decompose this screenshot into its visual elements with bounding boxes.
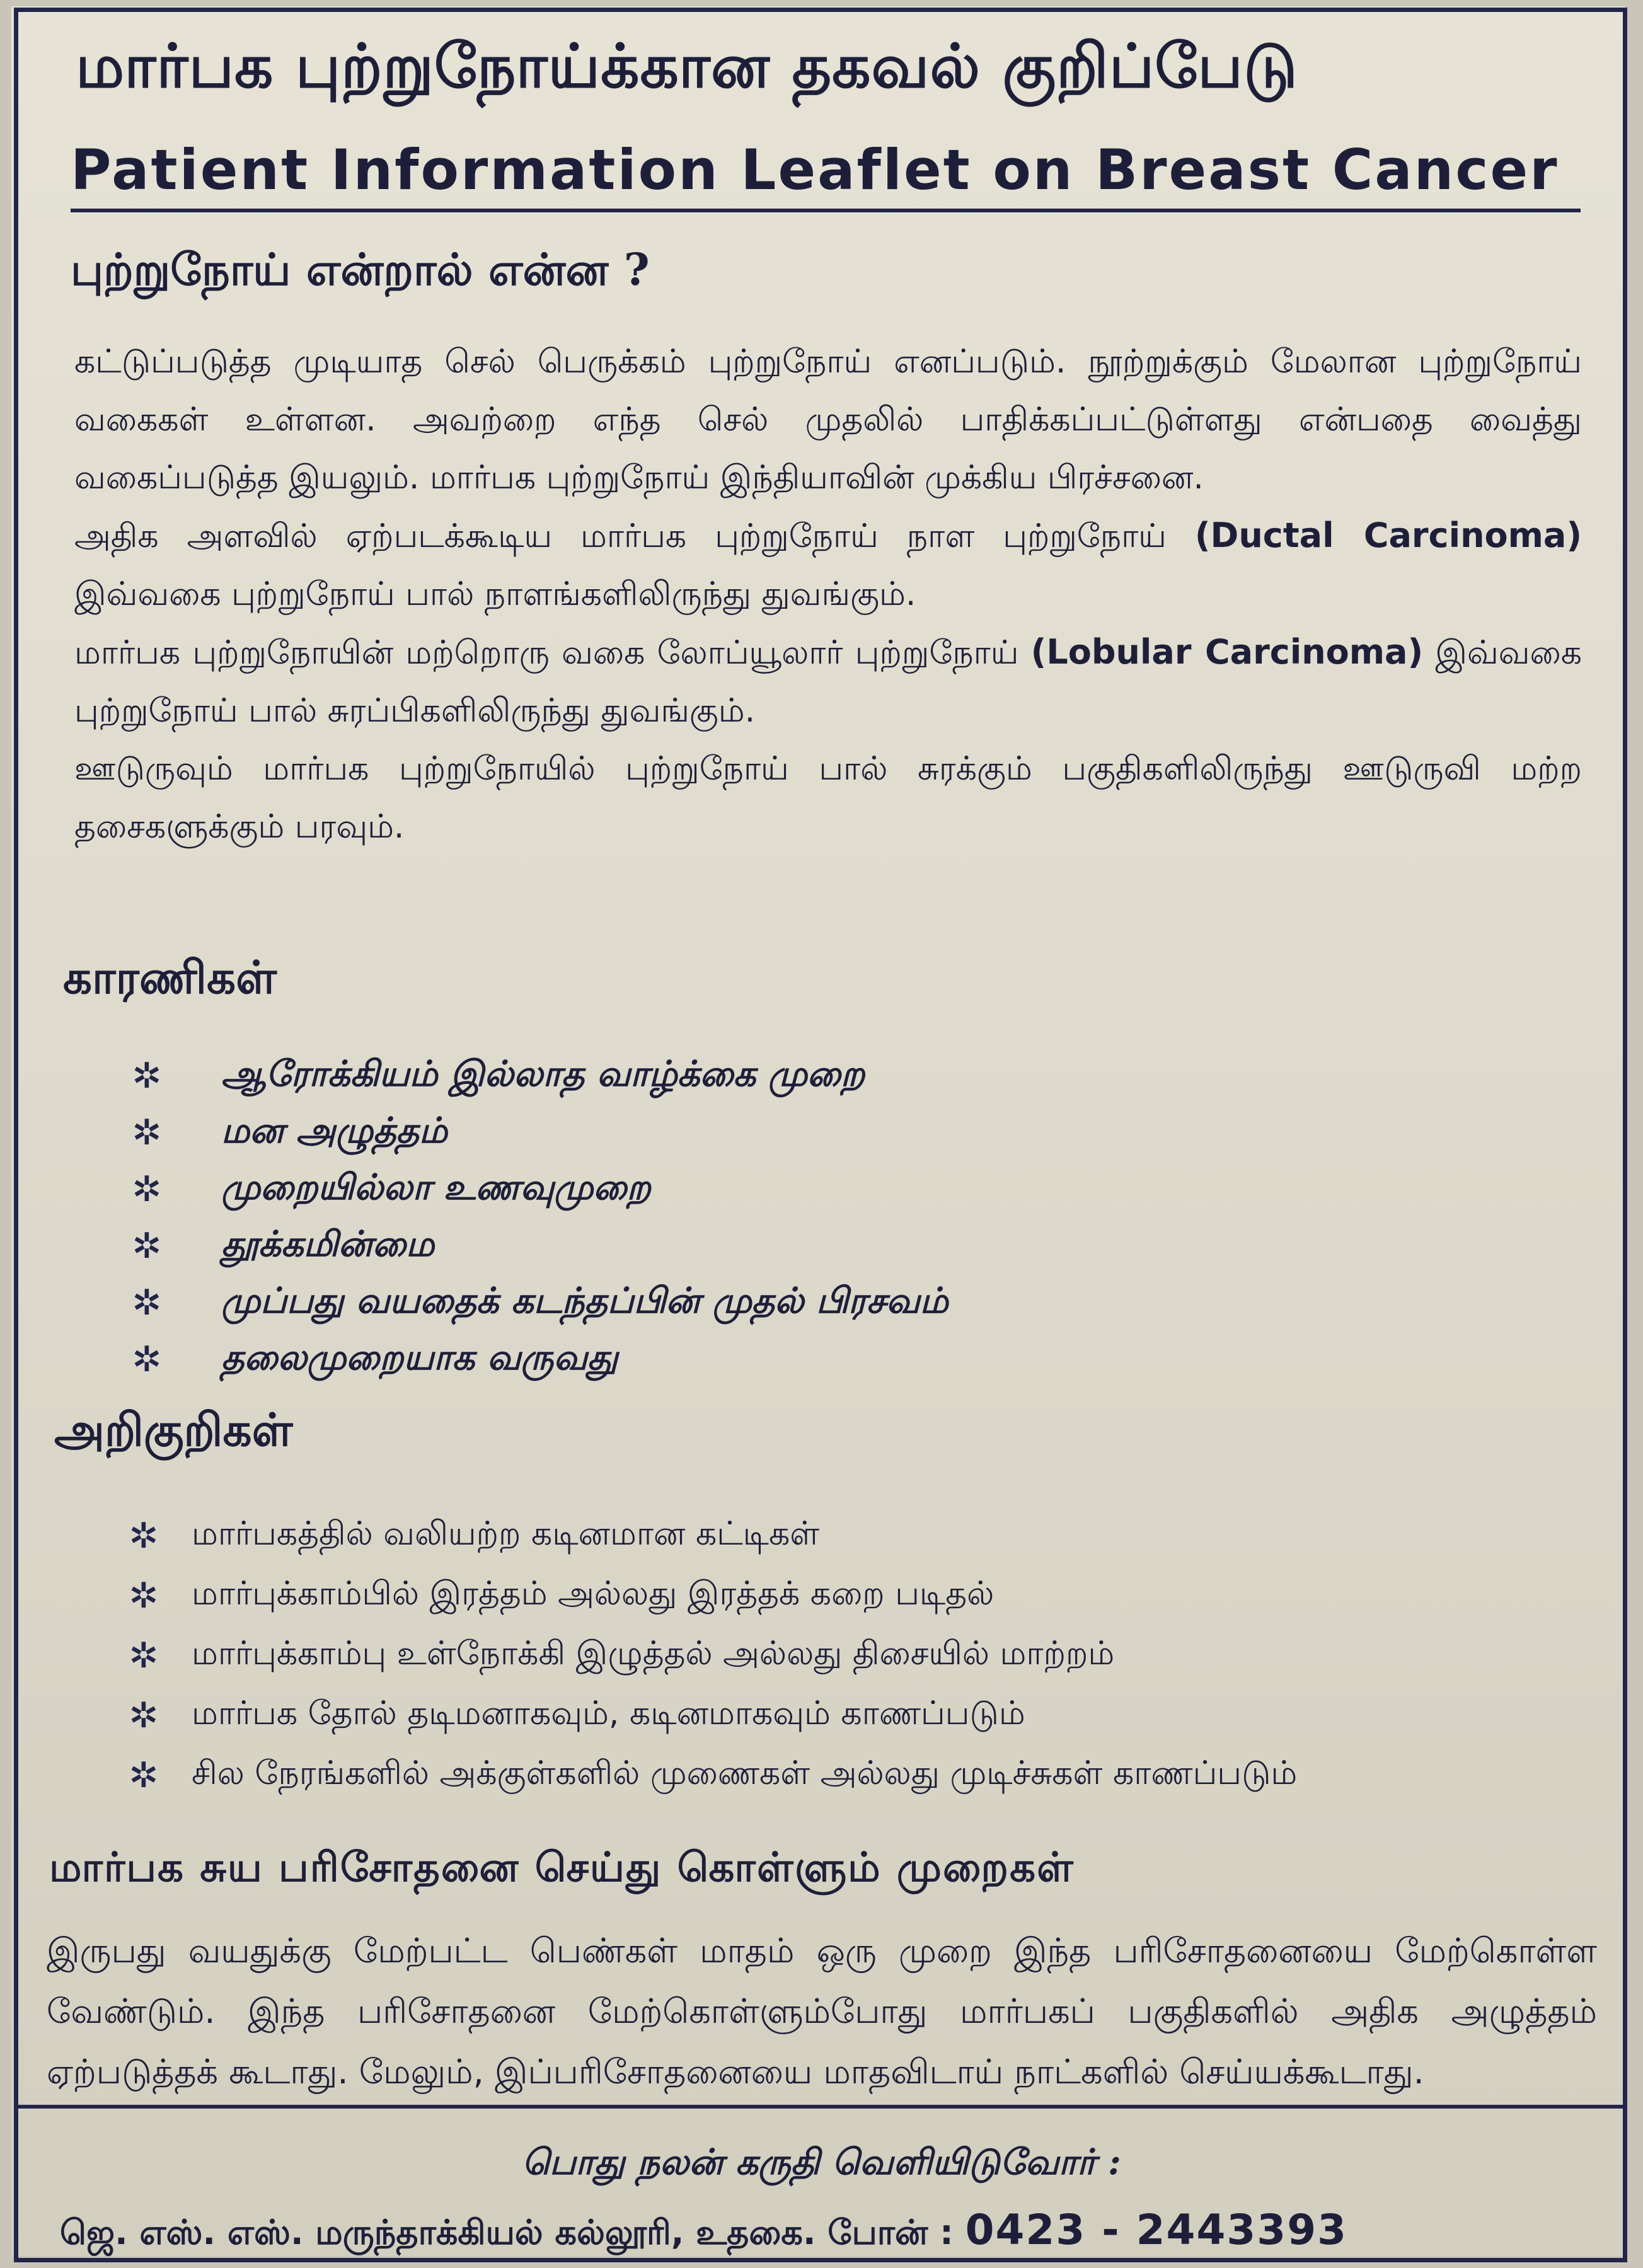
asterisk-icon: ✲ <box>132 1282 162 1323</box>
asterisk-icon: ✲ <box>129 1575 159 1616</box>
symptom-item <box>126 1506 1297 1566</box>
cause-item <box>129 1274 948 1331</box>
symptom-item <box>126 1686 1297 1746</box>
asterisk-icon: ✲ <box>132 1225 162 1267</box>
ductal-text: அதிக அளவில் ஏற்படக்கூடிய மார்பக புற்றுநோய் நாள புற்றுநோய் <box>74 517 1195 555</box>
symptom-text: சில நேரங்களில் அக்குள்களில் முணைகள் அல்லது முடிச்சுகள் காணப்படும் <box>192 1754 1298 1792</box>
cause-item <box>129 1331 948 1388</box>
asterisk-icon: ✲ <box>132 1168 162 1210</box>
asterisk-icon: ✲ <box>132 1338 162 1380</box>
title-tamil: மார்பக புற்றுநோய்க்கான தகவல் குறிப்பேடு <box>76 30 1298 101</box>
causes-list <box>129 1047 948 1388</box>
publisher-name: ஜெ. எஸ். எஸ். மருந்தாக்கியல் கல்லூரி, உதகை. போன் : <box>60 2213 966 2252</box>
asterisk-icon: ✲ <box>129 1695 159 1736</box>
symptom-text: மார்பகத்தில் வலியற்ற கடினமான கட்டிகள் <box>192 1515 820 1553</box>
symptoms-list <box>126 1506 1297 1805</box>
publisher-label: பொது நலன் கருதி வெளியிடுவோர் : <box>522 2141 1121 2183</box>
heading-what-is-cancer: புற்றுநோய் என்றால் என்ன ? <box>71 243 650 296</box>
intro-section <box>74 333 1582 856</box>
cause-text: முப்பது வயதைக் கடந்தப்பின் முதல் பிரசவம் <box>221 1279 948 1321</box>
ductal-rest: இவ்வகை புற்றுநோய் பால் நாளங்களிலிருந்து துவங்கும். <box>74 575 916 613</box>
cause-text: தலைமுறையாக வருவது <box>221 1336 618 1378</box>
asterisk-icon: ✲ <box>129 1516 159 1557</box>
cause-text: மன அழுத்தம் <box>221 1109 447 1151</box>
asterisk-icon: ✲ <box>132 1055 162 1097</box>
symptom-item <box>126 1566 1297 1626</box>
lobular-rest: இவ்வகை புற்றுநோய் பால் சுரப்பிகளிலிருந்து துவங்கும். <box>74 634 1582 730</box>
phone-number: 0423 - 2443393 <box>965 2206 1348 2254</box>
cause-text: தூக்கமின்மை <box>221 1223 435 1265</box>
intro-paragraph-3 <box>74 623 1582 740</box>
intro-paragraph-1: கட்டுப்படுத்த முடியாத செல் பெருக்கம் புற்றுநோய் எனப்படும். நூற்றுக்கும் மேலான புற்றுநோய் வகைகள் உள்ளன. அவற்றை எந்த செல் முதலில் பாதிக்கப்பட்டுள்ளது என்பதை வைத்து வகைப்படுத்த இயலும். மார்பக புற்றுநோய் இந்தியாவின் முக்கிய பிரச்சனை. <box>74 343 1582 497</box>
lobular-term: (Lobular Carcinoma) <box>1030 632 1424 672</box>
symptom-text: மார்பக தோல் தடிமனாகவும், கடினமாகவும் காணப்படும் <box>192 1695 1025 1732</box>
title-english: Patient Information Leaflet on Breast Cancer <box>71 137 1581 212</box>
asterisk-icon: ✲ <box>132 1112 162 1153</box>
symptom-item <box>126 1746 1297 1805</box>
heading-symptoms: அறிகுறிகள் <box>54 1403 293 1456</box>
cause-item <box>129 1161 948 1217</box>
cause-item <box>129 1047 948 1104</box>
heading-self-exam: மார்பக சுய பரிசோதனை செய்து கொள்ளும் முறைகள் <box>49 1844 1075 1891</box>
symptom-item <box>126 1626 1297 1686</box>
lobular-text: மார்பக புற்றுநோயின் மற்றொரு வகை லோப்யூலார் புற்றுநோய் <box>74 634 1031 672</box>
publisher-line <box>60 2206 1591 2257</box>
heading-causes: காரணிகள் <box>63 950 277 1004</box>
cause-text: ஆரோக்கியம் இல்லாத வாழ்க்கை முறை <box>221 1052 865 1095</box>
symptom-text: மார்புக்காம்பில் இரத்தம் அல்லது இரத்தக் கறை படிதல் <box>192 1575 994 1613</box>
symptom-text: மார்புக்காம்பு உள்நோக்கி இழுத்தல் அல்லது திசையில் மாற்றம் <box>192 1635 1115 1672</box>
self-exam-paragraph: இருபது வயதுக்கு மேற்பட்ட பெண்கள் மாதம் ஒரு முறை இந்த பரிசோதனையை மேற்கொள்ள வேண்டும். இந்த பரிசோதனை மேற்கொள்ளும்போது மார்பகப் பகுதிகளில் அதிக அழுத்தம் ஏற்படுத்தக் கூடாது. மேலும், இப்பரிசோதனையை மாதவிடாய் நாட்களில் செய்யக்கூடாது. <box>47 1931 1597 2092</box>
cause-text: முறையில்லா உணவுமுறை <box>221 1166 651 1208</box>
asterisk-icon: ✲ <box>129 1755 159 1796</box>
asterisk-icon: ✲ <box>129 1635 159 1676</box>
cause-item <box>129 1104 948 1161</box>
intro-paragraph-2 <box>74 507 1582 623</box>
intro-paragraph-4: ஊடுருவும் மார்பக புற்றுநோயில் புற்றுநோய் பால் சுரக்கும் பகுதிகளிலிருந்து ஊடுருவி மற்ற தசைகளுக்கும் பரவும். <box>74 750 1582 846</box>
cause-item <box>129 1217 948 1274</box>
ductal-term: (Ductal Carcinoma) <box>1194 515 1582 555</box>
